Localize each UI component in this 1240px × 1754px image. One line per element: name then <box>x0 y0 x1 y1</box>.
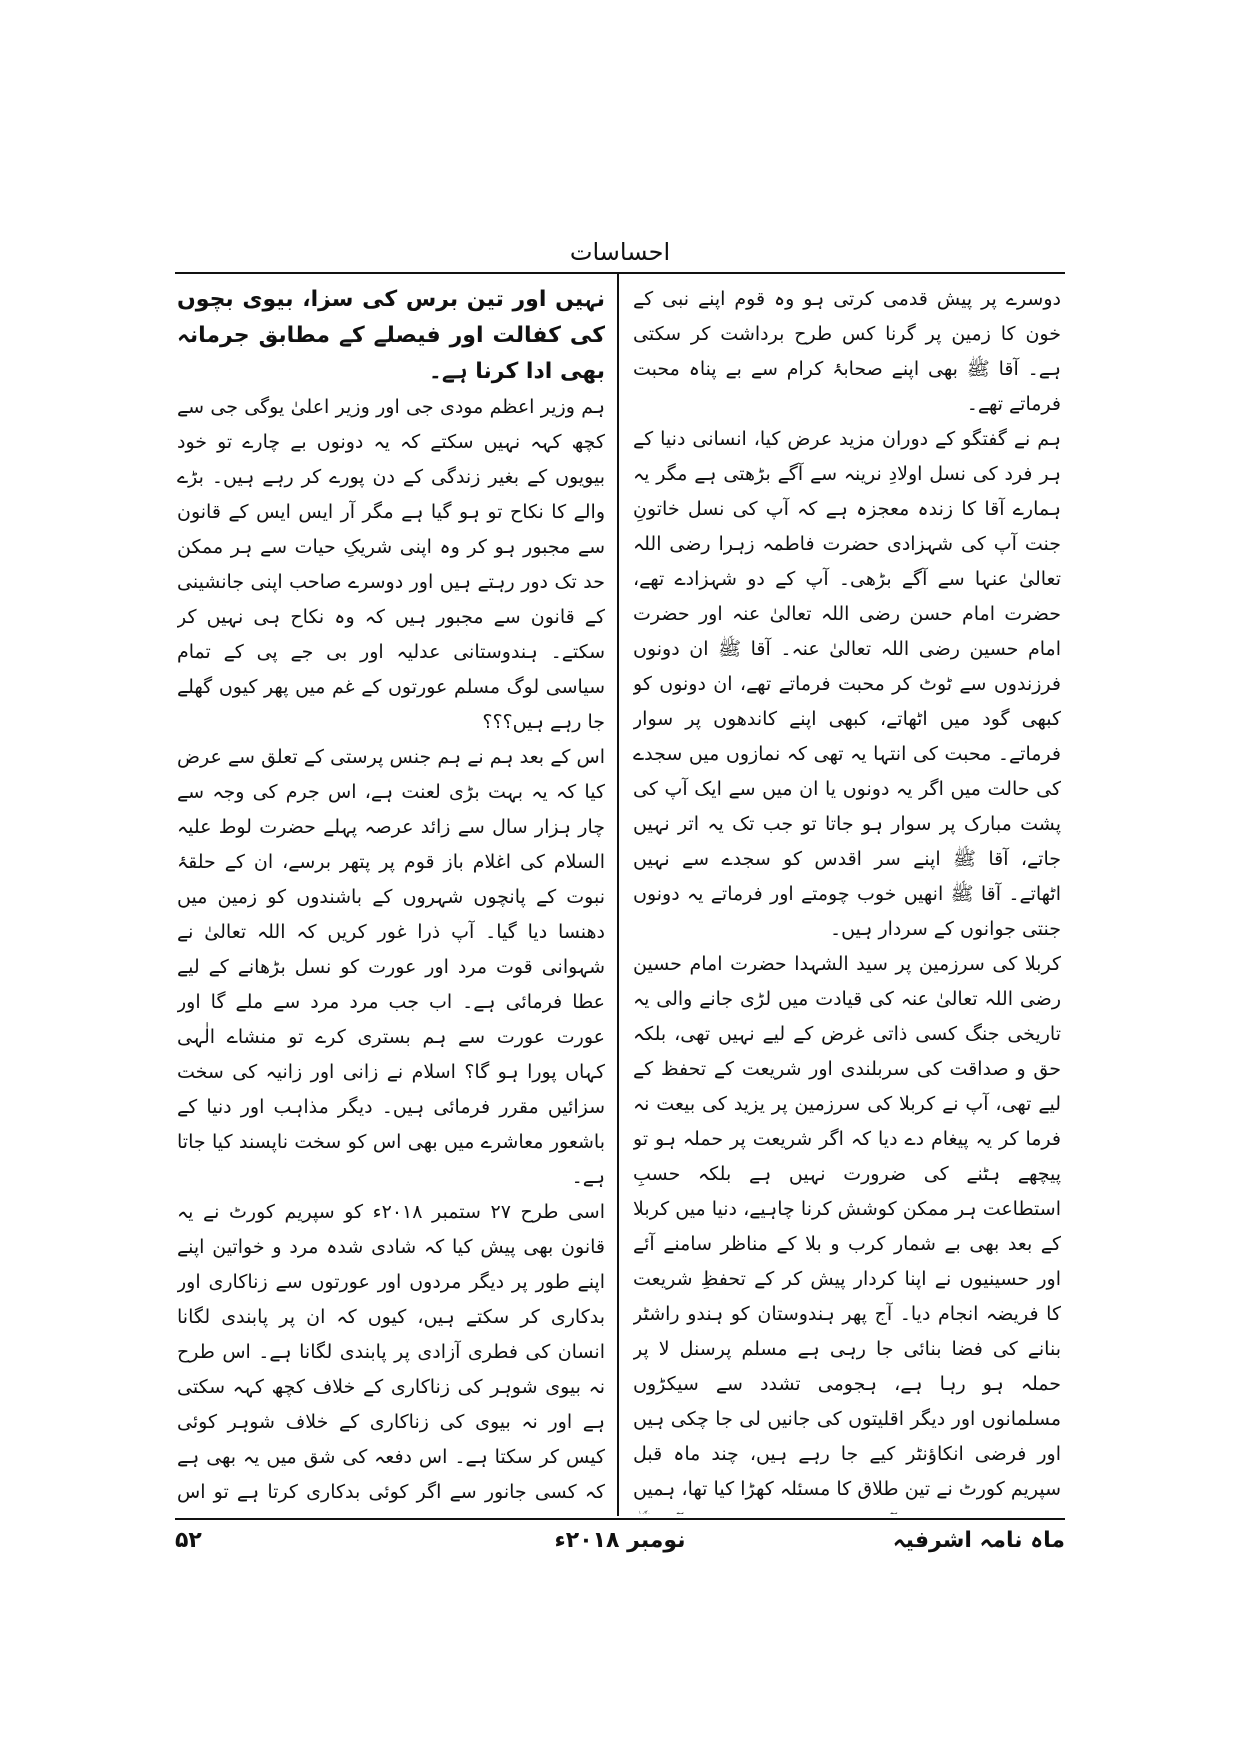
right-column <box>633 282 1061 1514</box>
paragraph: کربلا کی سرزمین پر سید الشہدا حضرت امام حسین رضی اللہ تعالیٰ عنہ کی قیادت میں لڑی جانے والی یہ تاریخی جنگ کسی ذاتی غرض کے لیے نہیں تھی، بلکہ حق و صداقت کی سربلندی اور شریعت کے تحفظ کے لیے تھی، آپ نے کربلا کی سرزمین پر یزید کی بیعت نہ فرما کر یہ پیغام دے دیا کہ اگر شریعت پر حملہ ہو تو پیچھے ہٹنے کی ضرورت نہیں ہے بلکہ حسبِ استطاعت ہر ممکن کوشش کرنا چاہیے، دنیا میں کربلا کے بعد بھی بے شمار کرب و بلا کے مناظر سامنے آئے اور حسینیوں نے اپنا کردار پیش کر کے تحفظِ شریعت کا فریضہ انجام دیا۔ آج پھر ہندوستان کو ہندو راشٹر بنانے کی فضا بنائی جا رہی ہے مسلم پرسنل لا پر حملہ ہو رہا ہے، ہجومی تشدد سے سیکڑوں مسلمانوں اور دیگر اقلیتوں کی جانیں لی جا چکی ہیں اور فرضی انکاؤنٹر کیے جا رہے ہیں، چند ماہ قبل سپریم کورٹ نے تین طلاق کا مسئلہ کھڑا کیا تھا، ہمیں <box>633 953 1061 1500</box>
page-number: ۵۲ <box>175 1528 202 1553</box>
page-footer <box>175 1524 1065 1564</box>
column-divider <box>617 274 619 1516</box>
top-rule <box>175 272 1065 274</box>
paragraph: ہم نے گفتگو کے دوران مزید عرض کیا، انسانی دنیا کے ہر فرد کی نسل اولادِ نرینہ سے آگے بڑھتی ہے مگر یہ ہمارے آقا کا زندہ معجزہ ہے کہ آپ کی نسل خاتونِ جنت آپ کی شہزادی حضرت فاطمہ زہرا رضی اللہ تعالیٰ عنہا سے آگے بڑھی۔ آپ کے دو شہزادے تھے، حضرت امام حسن رضی اللہ تعالیٰ عنہ اور حضرت امام حسین رضی اللہ تعالیٰ عنہ۔ آقا ﷺ ان دونوں فرزندوں سے ٹوٹ کر محبت فرماتے تھے، ان دونوں کو کبھی گود میں اٹھاتے، کبھی اپنے کاندھوں پر سوار فرماتے۔ محبت کی انتہا یہ تھی کہ نمازوں میں سجدے کی حالت میں اگر یہ دونوں یا ان میں سے ایک آپ کی پشت مبارک پر سوار ہو جاتا تو جب تک یہ اتر نہیں جاتے، آقا ﷺ اپنے سر اقدس کو سجدے سے نہیں اٹھاتے۔ آقا ﷺ انھیں خوب چومتے اور فرماتے یہ دونوں جنتی جوانوں کے سردار ہیں۔ <box>633 428 1061 940</box>
issue-date: نومبر ۲۰۱۸ء <box>554 1528 686 1553</box>
paragraph: اس کے بعد ہم نے ہم جنس پرستی کے تعلق سے عرض کیا کہ یہ بہت بڑی لعنت ہے، اس جرم کی وجہ سے چار ہزار سال سے زائد عرصہ پہلے حضرت لوط علیہ السلام کی اغلام باز قوم پر پتھر برسے، ان کے حلقۂ نبوت کے پانچوں شہروں کے باشندوں کو زمین میں دھنسا دیا گیا۔ آپ ذرا غور کریں کہ اللہ تعالیٰ نے شہوانی قوت مرد اور عورت کو نسل بڑھانے کے لیے عطا فرمائی ہے۔ اب جب مرد مرد سے ملے گا اور عورت عورت سے ہم بستری کرے تو منشاے الٰہی کہاں پورا ہو گا؟ اسلام نے زانی اور زانیہ کی سخت سزائیں مقرر فرمائی ہیں۔ دیگر مذاہب اور دنیا کے باشعور معاشرے میں بھی اس کو سخت ناپسند کیا جاتا ہے۔ <box>177 746 605 1188</box>
left-column <box>177 282 605 1514</box>
paragraph: ہم وزیر اعظم مودی جی اور وزیر اعلیٰ یوگی جی سے کچھ کہہ نہیں سکتے کہ یہ دونوں بے چارے تو خود بیویوں کے بغیر زندگی کے دن پورے کر رہے ہیں۔ بڑے والے کا نکاح تو ہو گیا ہے مگر آر ایس ایس کے قانون سے مجبور ہو کر وہ اپنی شریکِ حیات سے ہر ممکن حد تک دور رہتے ہیں اور دوسرے صاحب اپنی جانشینی کے قانون سے مجبور ہیں کہ وہ نکاح ہی نہیں کر سکتے۔ ہندوستانی عدلیہ اور بی جے پی کے تمام سیاسی لوگ مسلم عورتوں کے غم میں پھر کیوں گھلے جا رہے ہیں؟؟؟ <box>177 396 605 733</box>
running-header-title: احساسات <box>569 238 671 266</box>
section-heading: نہیں اور تین برس کی سزا، بیوی بچوں کی کفالت اور فیصلے کے مطابق جرمانہ بھی ادا کرنا ہے۔ <box>177 287 605 384</box>
paragraph: دوسرے پر پیش قدمی کرتی ہو وہ قوم اپنے نبی کے خون کا زمین پر گرنا کس طرح برداشت کر سکتی ہے۔ آقا ﷺ بھی اپنے صحابۂ کرام سے بے پناہ محبت فرماتے تھے۔ <box>633 288 1061 415</box>
magazine-name: ماہ نامہ اشرفیہ <box>892 1528 1065 1553</box>
paragraph: اسی طرح ۲۷ ستمبر ۲۰۱۸ء کو سپریم کورٹ نے یہ قانون بھی پیش کیا کہ شادی شدہ مرد و خواتین اپنے اپنے طور پر دیگر مردوں اور عورتوں سے زناکاری اور بدکاری کر سکتے ہیں، کیوں کہ ان پر پابندی لگانا انسان کی فطری آزادی پر پابندی لگانا ہے۔ اس طرح نہ بیوی شوہر کی زناکاری کے خلاف کچھ کہہ سکتی ہے اور نہ بیوی کی زناکاری کے خلاف شوہر کوئی کیس کر سکتا ہے۔ اس دفعہ کی شق میں یہ بھی ہے کہ کسی جانور سے اگر کوئی بدکاری کرتا ہے تو اس <box>177 1201 605 1503</box>
bottom-rule <box>175 1518 1065 1520</box>
